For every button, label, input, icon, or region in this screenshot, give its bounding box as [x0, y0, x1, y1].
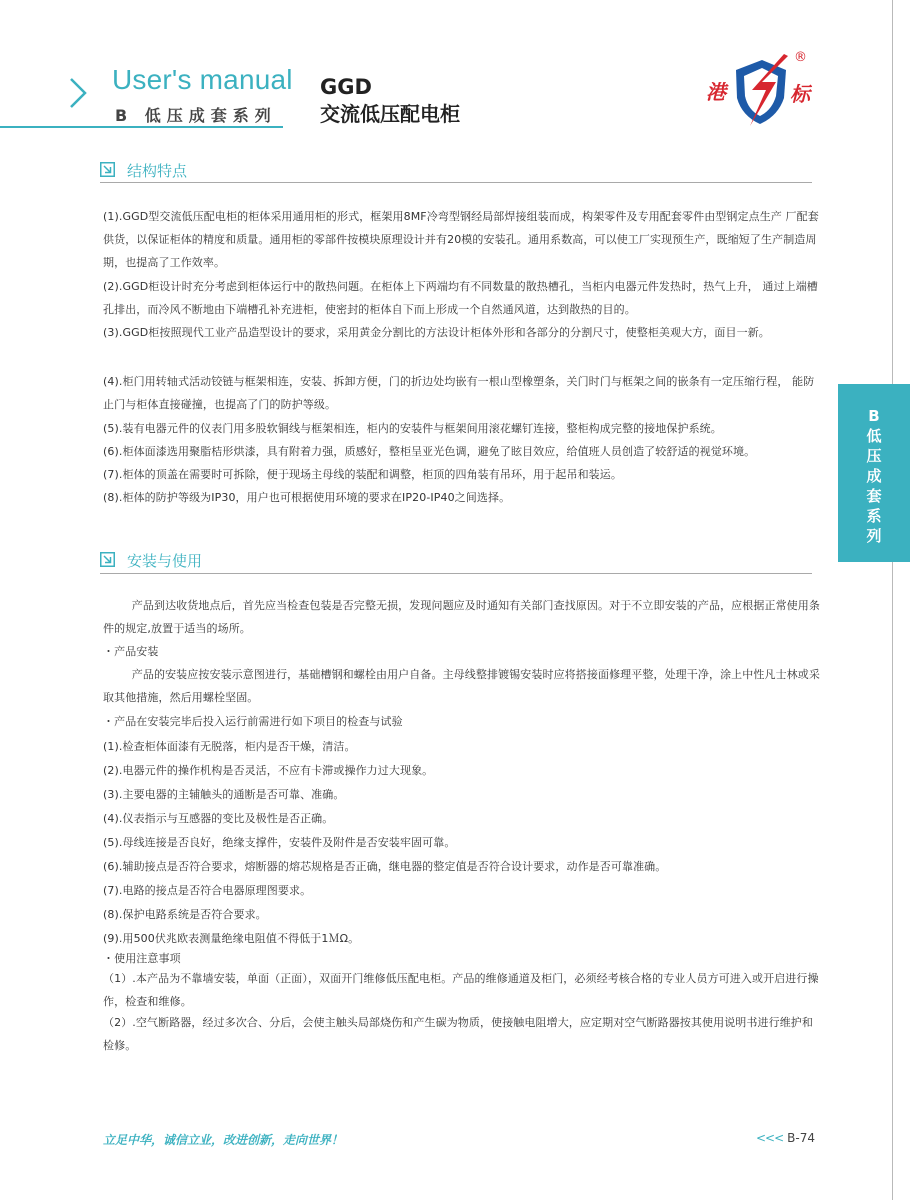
company-logo — [706, 50, 818, 132]
structure-item-3: (3).GGD柜按照现代工业产品造型设计的要求，采用黄金分割比的方法设计柜体外形和各部分的分割尺寸，使整柜美观大方，面目一新。 — [103, 326, 770, 339]
check-item-7: (7).电路的接点是否符合电器原理图要求。 — [103, 884, 312, 897]
notes-heading: ・使用注意事项 — [103, 952, 181, 965]
note-item-1: （1）.本产品为不靠墙安装，单面（正面），双面开门维修低压配电柜。产品的维修通道及柜门，必须经考核合格的专业人员方可进入或开启进行操作，检查和维修。 — [103, 972, 819, 1008]
model-name: GGD — [320, 75, 372, 99]
page-number — [756, 1131, 815, 1145]
side-tab-text — [838, 406, 910, 546]
check-item-5: (5).母线连接是否良好，绝缘支撑件，安装件及附件是否安装牢固可靠。 — [103, 836, 456, 849]
structure-item-8: (8).柜体的防护等级为IP30，用户也可根据使用环境的要求在IP20-IP40之间选择。 — [103, 491, 511, 504]
side-tab-char: 成 — [866, 467, 882, 485]
check-item-9: (9).用500伏兆欧表测量绝缘电阻值不得低于1ＭΩ。 — [103, 932, 360, 945]
side-tab-char: 套 — [866, 487, 882, 505]
check-item-2: (2).电器元件的操作机构是否灵活，不应有卡滞或操作力过大现象。 — [103, 764, 434, 777]
check-heading: ・产品在安装完毕后投入运行前需进行如下项目的检查与试验 — [103, 715, 403, 728]
side-tab-char: 列 — [866, 527, 882, 545]
check-item-1: (1).检查柜体面漆有无脱落，柜内是否干燥，清洁。 — [103, 740, 356, 753]
section-divider — [100, 573, 812, 574]
arrow-box-icon — [100, 552, 115, 567]
install-intro: 产品到达收货地点后，首先应当检查包装是否完整无损，发现问题应及时通知有关部门查找原因。对于不立即安装的产品，应根据正常使用条件的规定,放置于适当的场所。 — [103, 599, 820, 635]
product-name: 交流低压配电柜 — [320, 102, 460, 126]
manual-title: User's manual — [112, 64, 293, 95]
section-title: 安装与使用 — [127, 552, 203, 570]
note-item-2: （2）.空气断路器，经过多次合、分后，会使主触头局部烧伤和产生碳为物质，使接触电阻增大，应定期对空气断路器按其使用说明书进行维护和检修。 — [103, 1016, 813, 1052]
registered-mark: ® — [794, 50, 807, 65]
header-rule — [0, 126, 283, 128]
install-text: 产品的安装应按安装示意图进行，基础槽钢和螺栓由用户自备。主母线整排镀锡安装时应将搭接面修理平整，处理干净，涂上中性凡士林或采取其他措施，然后用螺栓坚固。 — [103, 668, 820, 704]
section-title: 结构特点 — [127, 162, 188, 180]
structure-item-7: (7).柜体的顶盖在需要时可拆除，便于现场主母线的装配和调整，柜顶的四角装有吊环，用于起吊和装运。 — [103, 468, 622, 481]
structure-item-5: (5).装有电器元件的仪表门用多股软铜线与框架相连，柜内的安装件与框架间用滚花螺钉连接，整柜构成完整的接地保护系统。 — [103, 422, 722, 435]
chevron-right-icon — [68, 76, 88, 110]
structure-item-4: (4).柜门用转轴式活动铰链与框架相连，安装、拆卸方便，门的折边处均嵌有一根山型橡塑条，关门时门与框架之间的嵌条有一定压缩行程， 能防止门与柜体直接碰撞，也提高了门的防护等级。 — [103, 375, 815, 411]
structure-item-6: (6).柜体面漆选用聚脂桔形烘漆，具有附着力强，质感好，整柜呈亚光色调，避免了眩目效应，给值班人员创造了较舒适的视觉环境。 — [103, 445, 756, 458]
arrow-box-icon — [100, 162, 115, 177]
check-item-6: (6).辅助接点是否符合要求，熔断器的熔芯规格是否正确，继电器的整定值是否符合设计要求，动作是否可靠准确。 — [103, 860, 667, 873]
side-tab — [838, 384, 910, 562]
side-tab-char: 系 — [866, 507, 882, 525]
page-number-text: B-74 — [787, 1131, 816, 1145]
section-divider — [100, 182, 812, 183]
check-item-8: (8).保护电路系统是否符合要求。 — [103, 908, 267, 921]
page-right-border — [892, 0, 893, 1200]
check-item-4: (4).仪表指示与互感器的变比及极性是否正确。 — [103, 812, 334, 825]
series-title: B 低压成套系列 — [115, 106, 277, 125]
structure-item-2: (2).GGD柜设计时充分考虑到柜体运行中的散热问题。在柜体上下两端均有不同数量的散热槽孔，当柜内电器元件发热时，热气上升， 通过上端槽孔排出，而冷风不断地由下端槽孔补充进柜，使密封的柜体自下而上形成一个自然通风道，达到散热的目的。 — [103, 280, 818, 316]
check-item-3: (3).主要电器的主辅触头的通断是否可靠、准确。 — [103, 788, 345, 801]
logo-char-2: 标 — [790, 82, 810, 106]
triple-chevron-left-icon: <<< — [756, 1131, 784, 1145]
side-tab-char: B — [868, 407, 880, 425]
install-heading: ・产品安装 — [103, 645, 159, 658]
side-tab-char: 低 — [866, 427, 882, 445]
structure-item-1: (1).GGD型交流低压配电柜的柜体采用通用柜的形式，框架用8MF冷弯型钢经局部焊接组装而成，构架零件及专用配套零件由型钢定点生产 厂配套供货，以保证柜体的精度和质量。通用柜的零部件按模块原理设计并有20模的安装孔。通用系数高，可以使工厂实现预生产，既缩短了生产制造周期，也提高了工作效率。 — [103, 210, 819, 269]
side-tab-char: 压 — [866, 447, 882, 465]
logo-char-1: 港 — [706, 80, 726, 104]
footer-slogan: 立足中华，诚信立业，改进创新，走向世界！ — [103, 1133, 344, 1147]
